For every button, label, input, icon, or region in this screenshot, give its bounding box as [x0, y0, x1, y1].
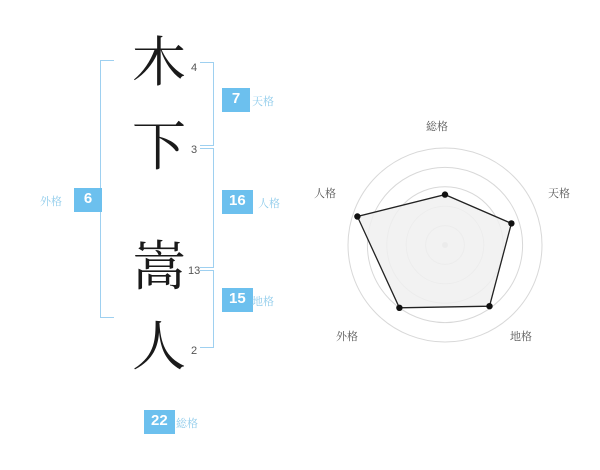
radar-data-point — [486, 303, 492, 309]
name-character-3: 嵩 — [132, 235, 186, 298]
axis-label-chikaku: 地格 — [510, 330, 532, 343]
value-box-gaikaku: 6 — [74, 188, 102, 212]
radar-data-point — [396, 305, 402, 311]
name-character-1: 木 — [132, 31, 186, 94]
value-label-tenkaku: 天格 — [252, 95, 274, 108]
value-box-chikaku: 15 — [222, 288, 253, 312]
radar-chart-panel — [300, 0, 600, 470]
bracket-gaikaku — [100, 60, 114, 318]
value-label-chikaku: 地格 — [252, 295, 274, 308]
radar-data-point — [354, 213, 360, 219]
value-label-gaikaku: 外格 — [40, 195, 62, 208]
stroke-count-2: 3 — [191, 144, 198, 156]
name-character-4: 人 — [132, 315, 186, 378]
bracket-tenkaku — [200, 62, 214, 146]
axis-label-soukaku: 総格 — [426, 120, 448, 133]
radar-chart-svg — [300, 0, 600, 470]
stroke-count-1: 4 — [191, 62, 198, 74]
name-character-2: 下 — [132, 115, 186, 178]
axis-label-gaikaku: 外格 — [336, 330, 358, 343]
radar-series-polygon — [357, 195, 511, 308]
bracket-jinkaku — [200, 148, 214, 268]
value-box-tenkaku: 7 — [222, 88, 250, 112]
stroke-count-4: 2 — [191, 345, 198, 357]
radar-data-point — [508, 220, 514, 226]
axis-label-tenkaku: 天格 — [548, 187, 570, 200]
axis-label-jinkaku: 人格 — [314, 187, 336, 200]
value-box-jinkaku: 16 — [222, 190, 253, 214]
value-label-jinkaku: 人格 — [258, 197, 280, 210]
value-label-soukaku: 総格 — [176, 417, 198, 430]
stroke-count-3: 13 — [188, 265, 201, 277]
value-box-soukaku: 22 — [144, 410, 175, 434]
radar-data-point — [442, 191, 448, 197]
bracket-chikaku — [200, 270, 214, 348]
